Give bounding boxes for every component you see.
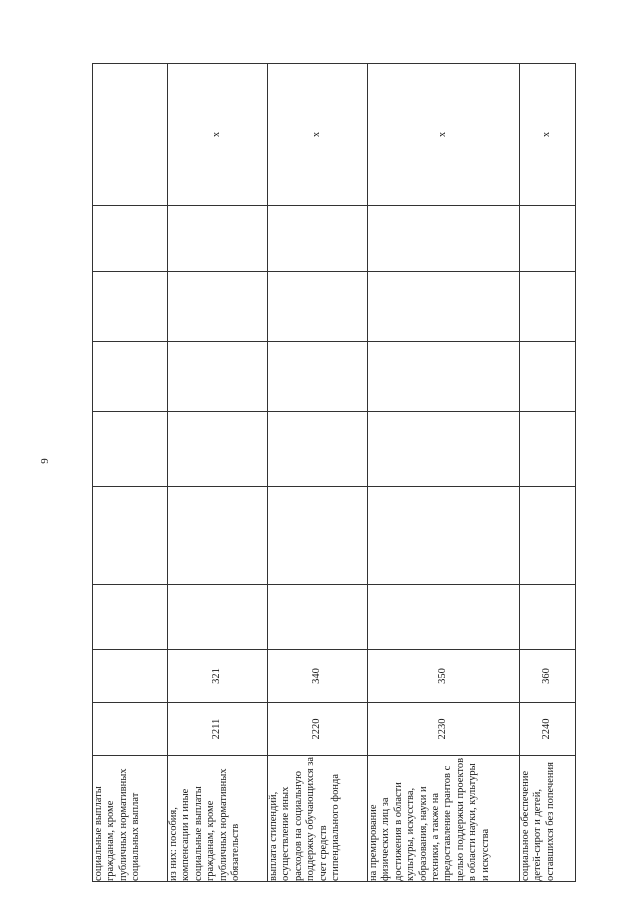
row-mark: x [520,64,576,206]
row-kosgu: 360 [520,650,576,703]
empty-cell [93,487,168,585]
empty-cell [268,206,368,272]
row-mark: x [168,64,268,206]
empty-cell [268,412,368,487]
table-row [168,64,268,882]
row-code [93,703,168,756]
row-mark [93,64,168,206]
empty-cell [368,342,520,412]
row-code: 2211 [168,703,268,756]
empty-cell [168,487,268,585]
empty-cell [520,412,576,487]
row-description: из них: пособия, компенсации и иные социальные выплаты гражданам, кроме публичных нормативных обязательств [168,756,268,882]
row-description: выплата стипендий, осуществление иных расходов на социальную поддержку обучающихся за счет средств стипендиального фонда [268,756,368,882]
empty-cell [268,272,368,342]
empty-cell [93,272,168,342]
empty-cell [168,412,268,487]
row-mark: x [268,64,368,206]
empty-cell [268,487,368,585]
row-mark: x [368,64,520,206]
empty-cell [520,585,576,650]
empty-cell [368,206,520,272]
empty-cell [168,272,268,342]
table-row [93,64,168,882]
row-description: социальные выплаты гражданам, кроме публичных нормативных социальных выплат [93,756,168,882]
empty-cell [368,487,520,585]
empty-cell [520,342,576,412]
row-description: на премирование физических лиц за достижения в области культуры, искусства, образования, науки и техники, а также на предоставление грантов с целью поддержки проектов в области науки, культуры и искусства [368,756,520,882]
row-kosgu: 321 [168,650,268,703]
row-code: 2240 [520,703,576,756]
table-row [520,64,576,882]
empty-cell [520,206,576,272]
empty-cell [93,342,168,412]
empty-cell [168,342,268,412]
empty-cell [93,412,168,487]
empty-cell [93,585,168,650]
row-kosgu [93,650,168,703]
table-row [268,64,368,882]
empty-cell [368,585,520,650]
row-kosgu: 340 [268,650,368,703]
page-number: 9 [38,458,51,464]
empty-cell [268,342,368,412]
empty-cell [168,585,268,650]
empty-cell [368,412,520,487]
empty-cell [268,585,368,650]
rotated-table-container [92,64,575,882]
table-row [368,64,520,882]
row-kosgu: 350 [368,650,520,703]
empty-cell [520,272,576,342]
empty-cell [368,272,520,342]
empty-cell [168,206,268,272]
row-description: социальное обеспечение детей-сирот и детей, оставшихся без попечения [520,756,576,882]
empty-cell [520,487,576,585]
row-code: 2220 [268,703,368,756]
empty-cell [93,206,168,272]
budget-table [92,63,576,882]
row-code: 2230 [368,703,520,756]
